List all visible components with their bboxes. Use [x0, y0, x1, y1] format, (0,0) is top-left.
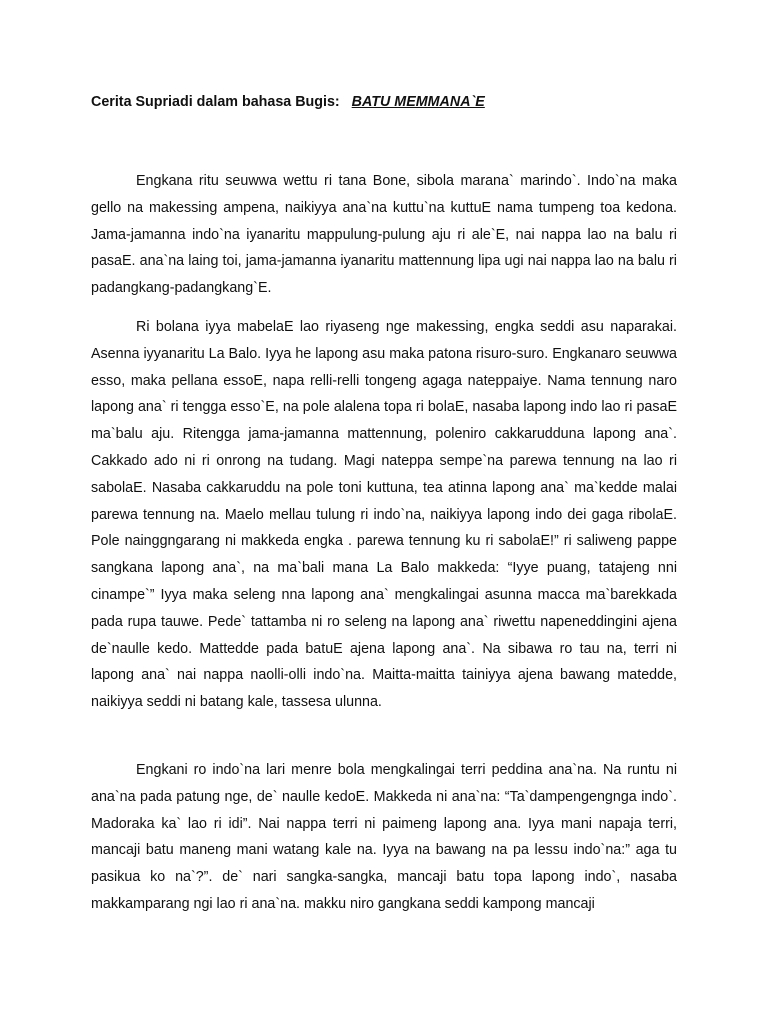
story-paragraph: Engkani ro indo`na lari menre bola mengkalingai terri peddina ana`na. Na runtu ni ana`na pada patung nge, de` naulle kedoE. Makkeda ni ana`na: “Ta`dampengengnga indo`. Madoraka ka` lao ri idi”. Nai nappa terri ni paimeng lapong ana. Iyya mani napaja terri, mancaji batu maneng mani watang kale na. Iyya na bawang na pa lessu indo`na:” aga tu pasikua ko na`?”. de` nari sangka-sangka, mancaji batu topa lapong indo`, nasaba makkamparang ngi lao ri ana`na. makku niro gangkana seddi kampong mancaji [91, 762, 677, 912]
story-paragraph: Ri bolana iyya mabelaE lao riyaseng nge makessing, engka seddi asu naparakai. Asenna iyyanaritu La Balo. Iyya he lapong asu maka patona risuro-suro. Engkanaro seuwwa esso, maka pellana essoE, napa relli-relli tongeng agaga nateppaiye. Nama tennung naro lapong ana` ri tengga esso`E, na pole alalena topa ri bolaE, nasaba lapong indo lao ri pasaE ma`balu aju. Ritengga jama-jamanna mattennung, poleniro cakkarudduna lapong ana`. Cakkado ado ni ri onrong na tudang. Magi nateppa sempe`na parewa tennung na lao ri sabolaE. Nasaba cakkaruddu na pole toni kuttuna, tea atinna lapong ana` ma`kedde malai parewa tennung na. Maelo mellau tulung ri indo`na, naikiyya lapong indo dei gaga ribolaE. Pole nainggngarang ni makkeda engka . parewa tennung ku ri sabolaE!” ri saliweng pappe sangkana lapong ana`, na ma`bali mana La Balo makkeda: “Iyye puang, tatajeng nni cinampe`” Iyya maka seleng nna lapong ana` mengkalingai asunna macca ma`barekkada pada rupa tauwe. Pede` tattamba ni ro seleng na lapong ana` riwettu napeneddingini ajena de`naulle kedo. Mattedde pada batuE ajena lapong ana`. Na sibawa ro tau na, terri ni lapong ana` nai nappa naolli-olli indo`na. Maitta-maitta tainiyya ajena bawang matedde, naikiyya seddi ni batang kale, tassesa ulunna. [91, 319, 677, 711]
document-heading [91, 92, 485, 112]
heading-prefix: Cerita Supriadi dalam bahasa Bugis: [91, 94, 340, 110]
story-title: BATU MEMMANA`E [351, 94, 485, 110]
story-paragraph: Engkana ritu seuwwa wettu ri tana Bone, sibola marana` marindo`. Indo`na maka gello na makessing ampena, naikiyya ana`na kuttu`na kuttuE nama tumpeng toa kedona. Jama-jamanna indo`na iyanaritu mappulung-pulung aju ri ale`E, nai nappa lao na balu ri pasaE. ana`na laing toi, jama-jamanna iyanaritu mattennung lipa ugi nai nappa lao na balu ri padangkang-padangkang`E. [91, 173, 677, 297]
